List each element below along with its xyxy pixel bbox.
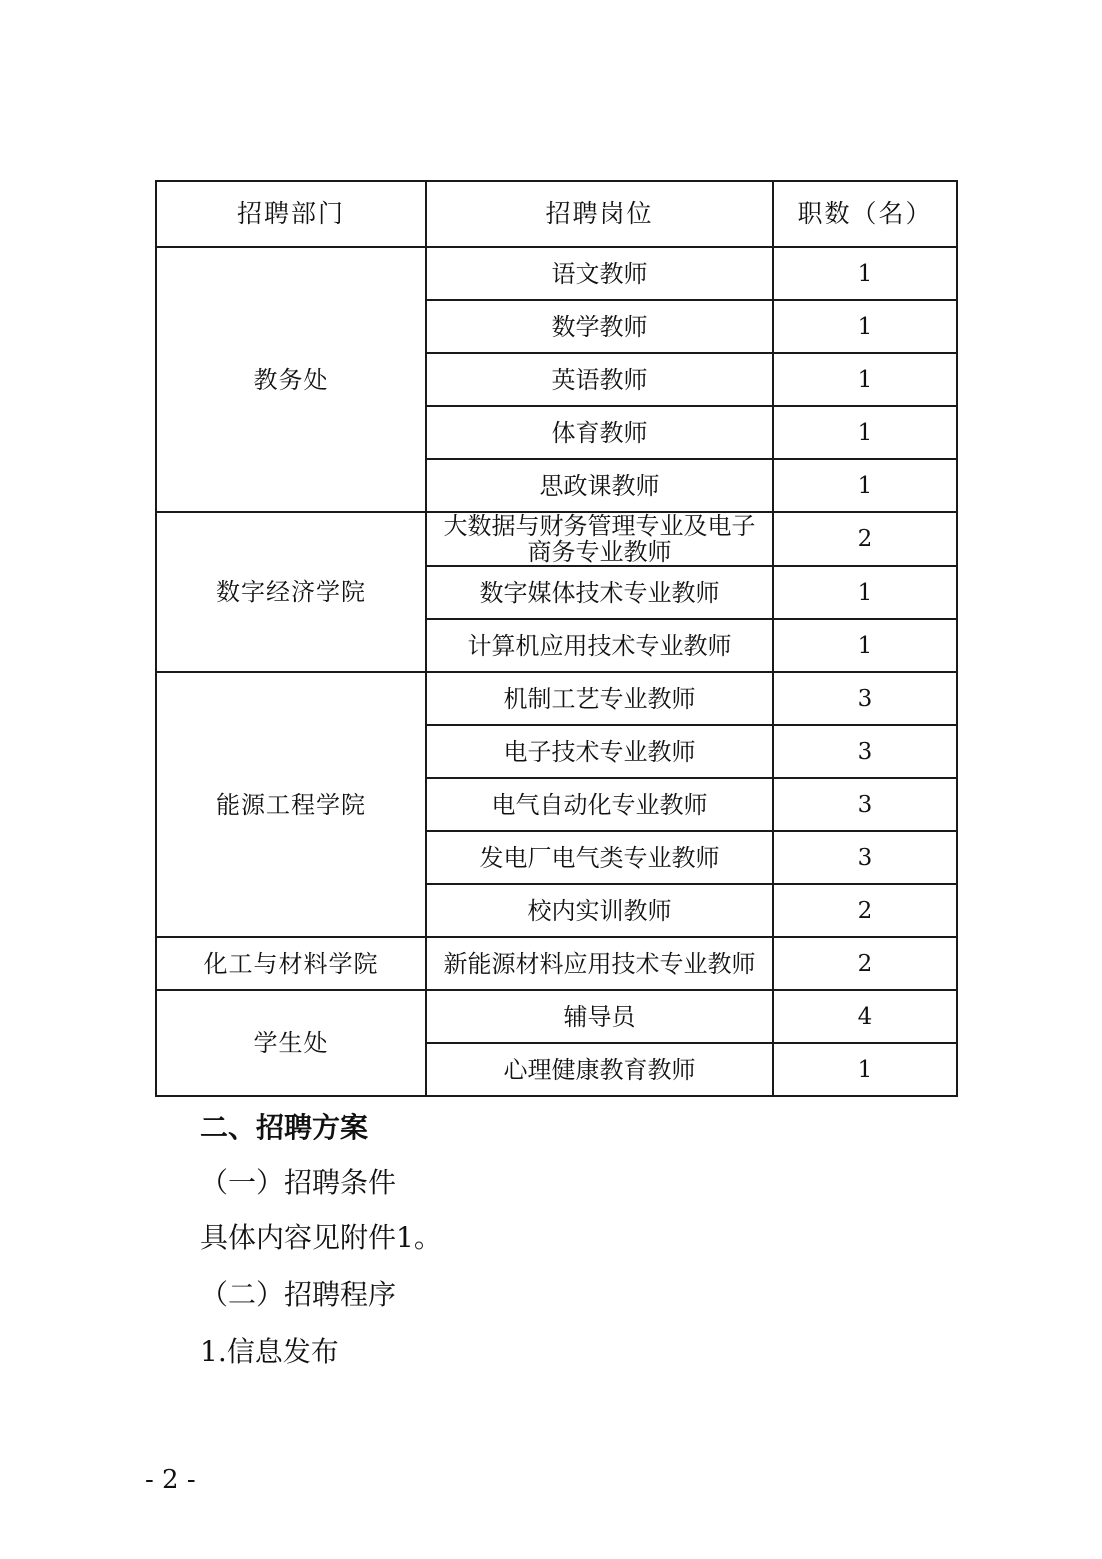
- header-count: 职数（名）: [773, 181, 957, 247]
- header-department: 招聘部门: [156, 181, 426, 247]
- recruitment-table: [155, 180, 958, 1097]
- position-cell: 体育教师: [426, 406, 773, 459]
- count-cell: 2: [773, 884, 957, 937]
- count-cell: 1: [773, 353, 957, 406]
- paragraph-conditions: 具体内容见附件1。: [200, 1221, 442, 1254]
- count-cell: 3: [773, 778, 957, 831]
- count-cell: 1: [773, 247, 957, 300]
- count-cell: 2: [773, 937, 957, 990]
- count-cell: 1: [773, 566, 957, 619]
- position-cell: 语文教师: [426, 247, 773, 300]
- position-cell: 心理健康教育教师: [426, 1043, 773, 1096]
- section-heading-recruitment-plan: 二、招聘方案: [200, 1111, 369, 1144]
- department-cell: 教务处: [156, 247, 426, 512]
- position-cell: 辅导员: [426, 990, 773, 1043]
- page-number: - 2 -: [145, 1465, 196, 1495]
- position-cell: 电气自动化专业教师: [426, 778, 773, 831]
- position-cell: 发电厂电气类专业教师: [426, 831, 773, 884]
- position-cell: 机制工艺专业教师: [426, 672, 773, 725]
- position-cell: 大数据与财务管理专业及电子商务专业教师: [426, 512, 773, 566]
- department-cell: 数字经济学院: [156, 512, 426, 672]
- count-cell: 1: [773, 300, 957, 353]
- position-cell: 校内实训教师: [426, 884, 773, 937]
- count-cell: 1: [773, 1043, 957, 1096]
- table-row: [156, 672, 957, 725]
- list-item-info-release: 1.信息发布: [200, 1335, 339, 1368]
- count-cell: 4: [773, 990, 957, 1043]
- position-cell: 数学教师: [426, 300, 773, 353]
- table-row: [156, 990, 957, 1043]
- position-cell: 思政课教师: [426, 459, 773, 512]
- position-cell: 英语教师: [426, 353, 773, 406]
- department-cell: 学生处: [156, 990, 426, 1096]
- count-cell: 3: [773, 725, 957, 778]
- department-cell: 化工与材料学院: [156, 937, 426, 990]
- subheading-procedure: （二）招聘程序: [200, 1278, 397, 1311]
- table-row: [156, 512, 957, 566]
- count-cell: 1: [773, 459, 957, 512]
- department-cell: 能源工程学院: [156, 672, 426, 937]
- position-cell: 计算机应用技术专业教师: [426, 619, 773, 672]
- position-cell: 新能源材料应用技术专业教师: [426, 937, 773, 990]
- position-cell: 电子技术专业教师: [426, 725, 773, 778]
- table-row: [156, 937, 957, 990]
- count-cell: 1: [773, 619, 957, 672]
- position-cell: 数字媒体技术专业教师: [426, 566, 773, 619]
- count-cell: 3: [773, 831, 957, 884]
- header-position: 招聘岗位: [426, 181, 773, 247]
- table-header-row: [156, 181, 957, 247]
- count-cell: 1: [773, 406, 957, 459]
- count-cell: 2: [773, 512, 957, 566]
- count-cell: 3: [773, 672, 957, 725]
- table-row: [156, 247, 957, 300]
- subheading-conditions: （一）招聘条件: [200, 1166, 397, 1199]
